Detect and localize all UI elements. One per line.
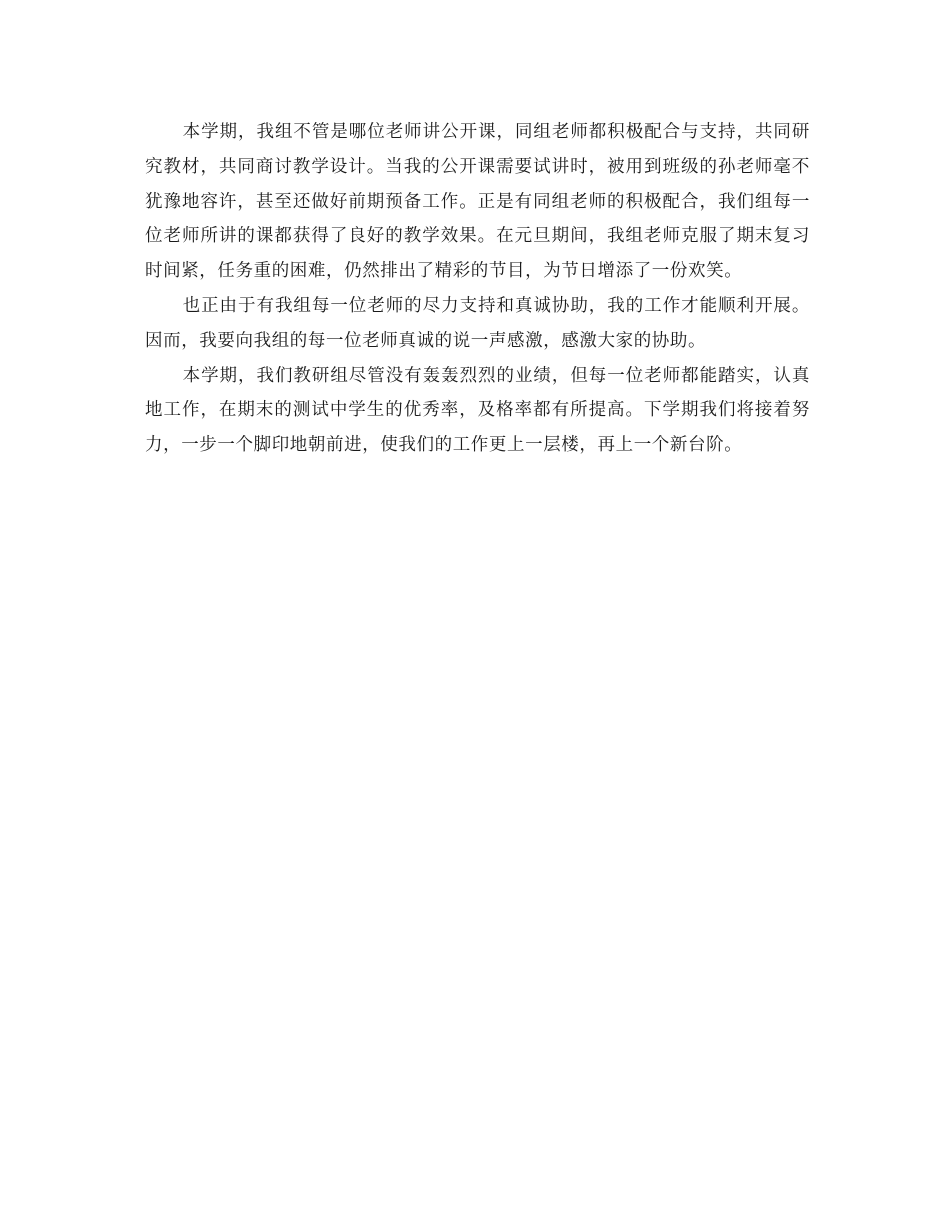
document-body bbox=[145, 115, 810, 463]
paragraph-3: 本学期，我们教研组尽管没有轰轰烈烈的业绩，但每一位老师都能踏实，认真地工作，在期末的测试中学生的优秀率，及格率都有所提高。下学期我们将接着努力，一步一个脚印地朝前进，使我们的工作更上一层楼，再上一个新台阶。 bbox=[145, 365, 810, 456]
paragraph-1: 本学期，我组不管是哪位老师讲公开课，同组老师都积极配合与支持，共同研究教材，共同商讨教学设计。当我的公开课需要试讲时，被用到班级的孙老师毫不犹豫地容许，甚至还做好前期预备工作。正是有同组老师的积极配合，我们组每一位老师所讲的课都获得了良好的教学效果。在元旦期间，我组老师克服了期末复习时间紧，任务重的困难，仍然排出了精彩的节目，为节日增添了一份欢笑。 bbox=[145, 122, 810, 282]
paragraph-2: 也正由于有我组每一位老师的尽力支持和真诚协助，我的工作才能顺利开展。因而，我要向我组的每一位老师真诚的说一声感激，感激大家的协助。 bbox=[145, 295, 810, 351]
